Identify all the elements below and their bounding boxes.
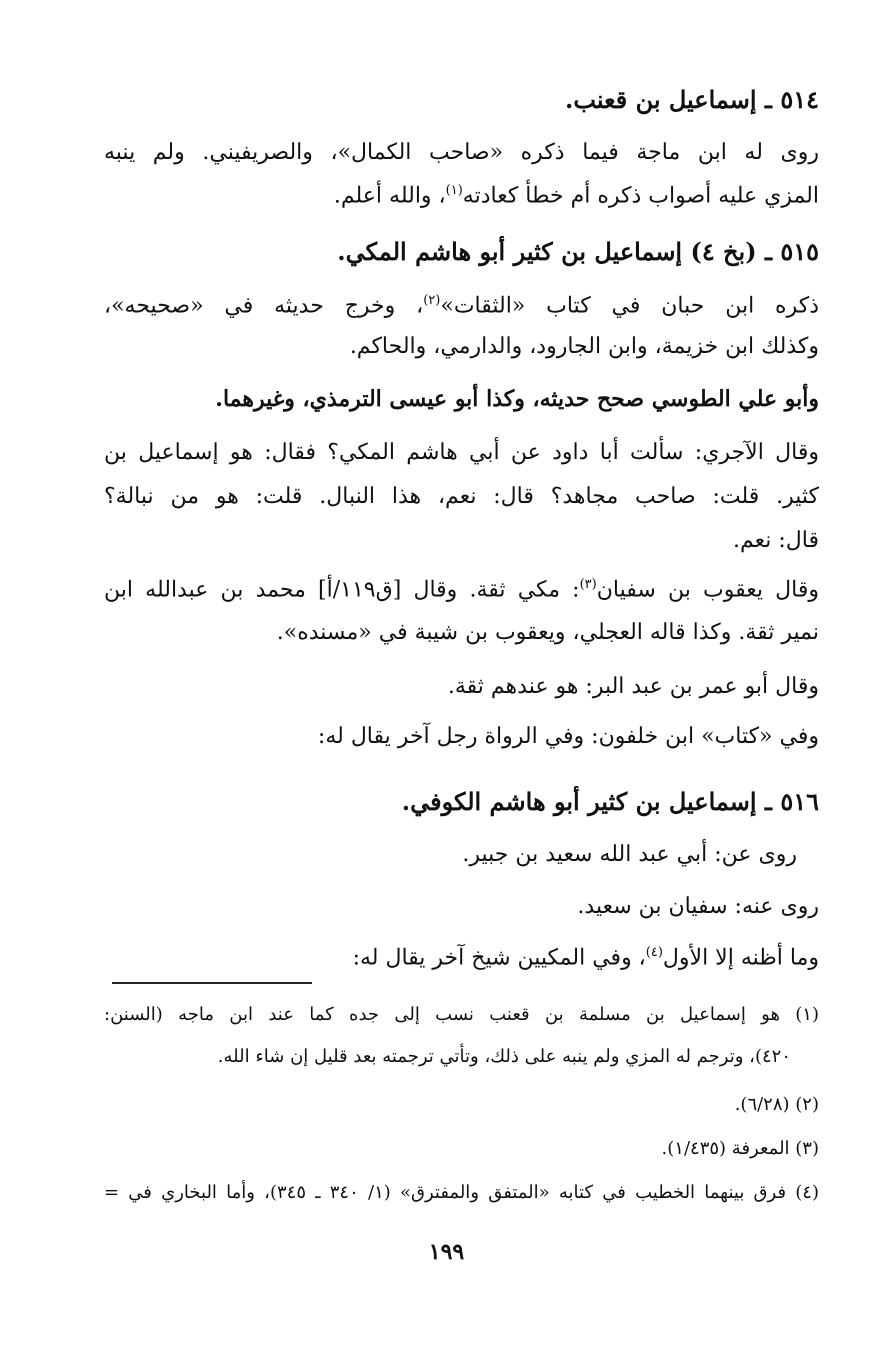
entry-514-heading: ٥١٤ ـ إسماعيل بن قعنب. <box>565 85 819 114</box>
entry-515-line-10: وفي «كتاب» ابن خلفون: وفي الرواة رجل آخر يقال له: <box>317 724 819 749</box>
footnote-1-line-1: (١) هو إسماعيل بن مسلمة بن قعنب نسب إلى جده كما عند ابن ماجه (السنن: <box>104 1004 819 1025</box>
entry-515-line-2: وكذلك ابن خزيمة، وابن الجارود، والدارمي، والحاكم. <box>349 334 819 359</box>
footnote-ref-3: (٣) <box>579 577 597 592</box>
footnote-separator <box>112 982 312 984</box>
entry-516-heading: ٥١٦ ـ إسماعيل بن كثير أبو هاشم الكوفي. <box>401 787 819 816</box>
entry-516-line-3: وما أظنه إلا الأول$^{(٤)}$، وفي المكيين شيخ آخر يقال له: <box>352 945 819 971</box>
entry-515-line-5: كثير. قلت: صاحب مجاهد؟ قال: نعم، هذا النبال. قلت: هو من نبالة؟ <box>104 484 819 509</box>
entry-514-line-2: المزي عليه أصواب ذكره أم خطأ كعادته$^{(١)}$، والله أعلم. <box>333 183 819 209</box>
entry-515-line-6: قال: نعم. <box>733 528 819 553</box>
footnote-3: (٣) المعرفة (١/٤٣٥). <box>661 1138 819 1159</box>
entry-516-line-2: روى عنه: سفيان بن سعيد. <box>577 894 819 919</box>
footnote-2: (٢) (٦/٢٨). <box>734 1094 819 1115</box>
entry-515-line-7: وقال يعقوب بن سفيان$^{(٣)}$: مكي ثقة. وقال [ق١١٩/أ] محمد بن عبدالله ابن <box>104 577 819 603</box>
page-number: ١٩٩ <box>428 1239 465 1265</box>
entry-515-heading: ٥١٥ ـ (بخ ٤) إسماعيل بن كثير أبو هاشم المكي. <box>337 237 819 266</box>
entry-515-line-3: وأبو علي الطوسي صحح حديثه، وكذا أبو عيسى الترمذي، وغيرهما. <box>215 386 819 412</box>
footnote-ref-2: (٢) <box>423 293 441 308</box>
entry-515-line-1: ذكره ابن حبان في كتاب «الثقات»$^{(٢)}$، وخرج حديثه في «صحيحه»، <box>104 293 819 319</box>
entry-515-line-8: نمير ثقة. وكذا قاله العجلي، ويعقوب بن شيبة في «مسنده». <box>276 620 819 645</box>
entry-515-line-4: وقال الآجري: سألت أبا داود عن أبي هاشم المكي؟ فقال: هو إسماعيل بن <box>104 440 819 465</box>
footnote-1-line-2: ٤٢٠)، وترجم له المزي ولم ينبه على ذلك، وتأتي ترجمته بعد قليل إن شاء الله. <box>217 1046 791 1067</box>
entry-516-line-1: روى عن: أبي عبد الله سعيد بن جبير. <box>462 842 797 867</box>
footnote-ref-4: (٤) <box>645 945 663 960</box>
footnote-4: (٤) فرق بينهما الخطيب في كتابه «المتفق والمفترق» (١/ ٣٤٠ ـ ٣٤٥)، وأما البخاري في = <box>104 1182 819 1203</box>
footnote-ref-1: (١) <box>445 183 463 198</box>
entry-515-line-9: وقال أبو عمر بن عبد البر: هو عندهم ثقة. <box>447 674 819 699</box>
entry-514-line-1: روى له ابن ماجة فيما ذكره «صاحب الكمال»، والصريفيني. ولم ينبه <box>104 140 819 165</box>
